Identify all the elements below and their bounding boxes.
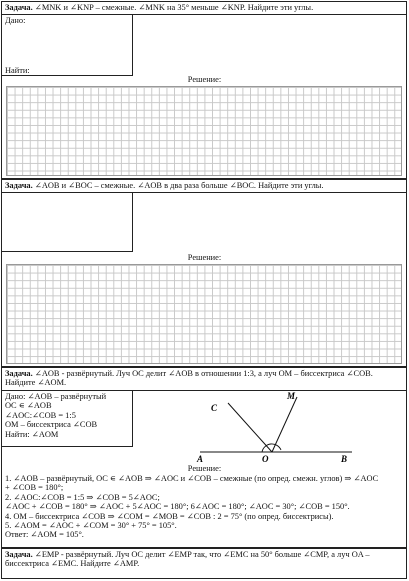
label-M: M: [287, 391, 296, 401]
label-B: B: [341, 454, 348, 464]
task4-header: [1, 548, 407, 579]
task3-solution: [5, 474, 405, 540]
ray-OM: [272, 397, 297, 452]
label-A: A: [197, 454, 204, 464]
task1-dano: Дано:: [5, 16, 26, 25]
task2-prefix: Задача.: [5, 181, 33, 190]
solution-line: 2. ∠AOC:∠COB = 1:5 ⇒ ∠COB = 5∠AOC;: [5, 492, 160, 502]
solution-answer: Ответ: ∠AOM = 105°.: [5, 530, 84, 540]
task3-prefix: Задача.: [5, 369, 33, 378]
ray-OC: [228, 403, 272, 452]
task2-grid: [6, 264, 402, 364]
solution-line: 5. ∠AOM = ∠AOC + ∠COM = 30° + 75° = 105°.: [5, 521, 177, 531]
task2-header: [1, 179, 407, 193]
task1-text: ∠MNK и ∠KNP – смежные. ∠MNK на 35° меньше ∠KNP. Найдите эти углы.: [32, 3, 314, 12]
task3-header: [1, 367, 407, 391]
task2-given-underline: [1, 251, 133, 252]
task1-given-divider: [132, 15, 133, 75]
task1-reshenie: Решение:: [187, 75, 222, 84]
solution-line: + ∠COB = 180°;: [5, 483, 64, 493]
task3-given-line: Дано: ∠AOB – развёрнутый: [5, 392, 107, 401]
task1-prefix: Задача.: [5, 3, 33, 12]
task3-angle-figure: [0, 390, 409, 465]
label-C: C: [211, 403, 218, 413]
task2-text: ∠AOB и ∠BOC – смежные. ∠AOB в два раза больше ∠BOC. Найдите эти углы.: [32, 181, 324, 190]
task1-header: [1, 1, 407, 15]
task2-reshenie: Решение:: [187, 253, 222, 262]
task3-given-line: OC ∊ ∠AOB: [5, 401, 52, 411]
task3-reshenie: Решение:: [187, 464, 222, 473]
task2-given-divider: [132, 193, 133, 251]
task1-grid: [6, 86, 402, 176]
task1-naiti: Найти:: [5, 66, 30, 75]
solution-line: ∠AOC + ∠COB = 180° ⇒ ∠AOC + 5∠AOC = 180°; 6∠AOC = 180°; ∠AOC = 30°; ∠COB = 150°.: [5, 502, 350, 512]
task3-given-line: OM – биссектриса ∠COB: [5, 420, 98, 430]
task4-prefix: Задача.: [5, 550, 33, 559]
solution-line: 1. ∠AOB – развёрнутый, OC ∊ ∠AOB ⇒ ∠AOC и ∠COB – смежные (по опред. смежн. углов) ⇒ ∠AOC: [5, 474, 379, 483]
task3-given-line: Найти: ∠AOM: [5, 429, 59, 439]
task3-given-line: ∠AOC:∠COB = 1:5: [5, 410, 76, 420]
label-O: O: [262, 454, 269, 464]
task3-text: ∠AOB - развёрнутый. Луч OC делит ∠AOB в отношении 1:3, а луч OM – биссектриса ∠COB. Найдите ∠AOM.: [5, 369, 373, 388]
solution-line: 4. OM – биссектриса ∠COB ⇒ ∠COM = ∠MOB = ∠COB : 2 = 75° (по опред. биссектрисы).: [5, 511, 334, 521]
task4-text: ∠EMP - развёрнутый. Луч OC делит ∠EMP так, что ∠EMC на 50° больше ∠CMP, а луч OA – биссектриса ∠EMC. Найдите ∠AMP.: [5, 550, 370, 569]
